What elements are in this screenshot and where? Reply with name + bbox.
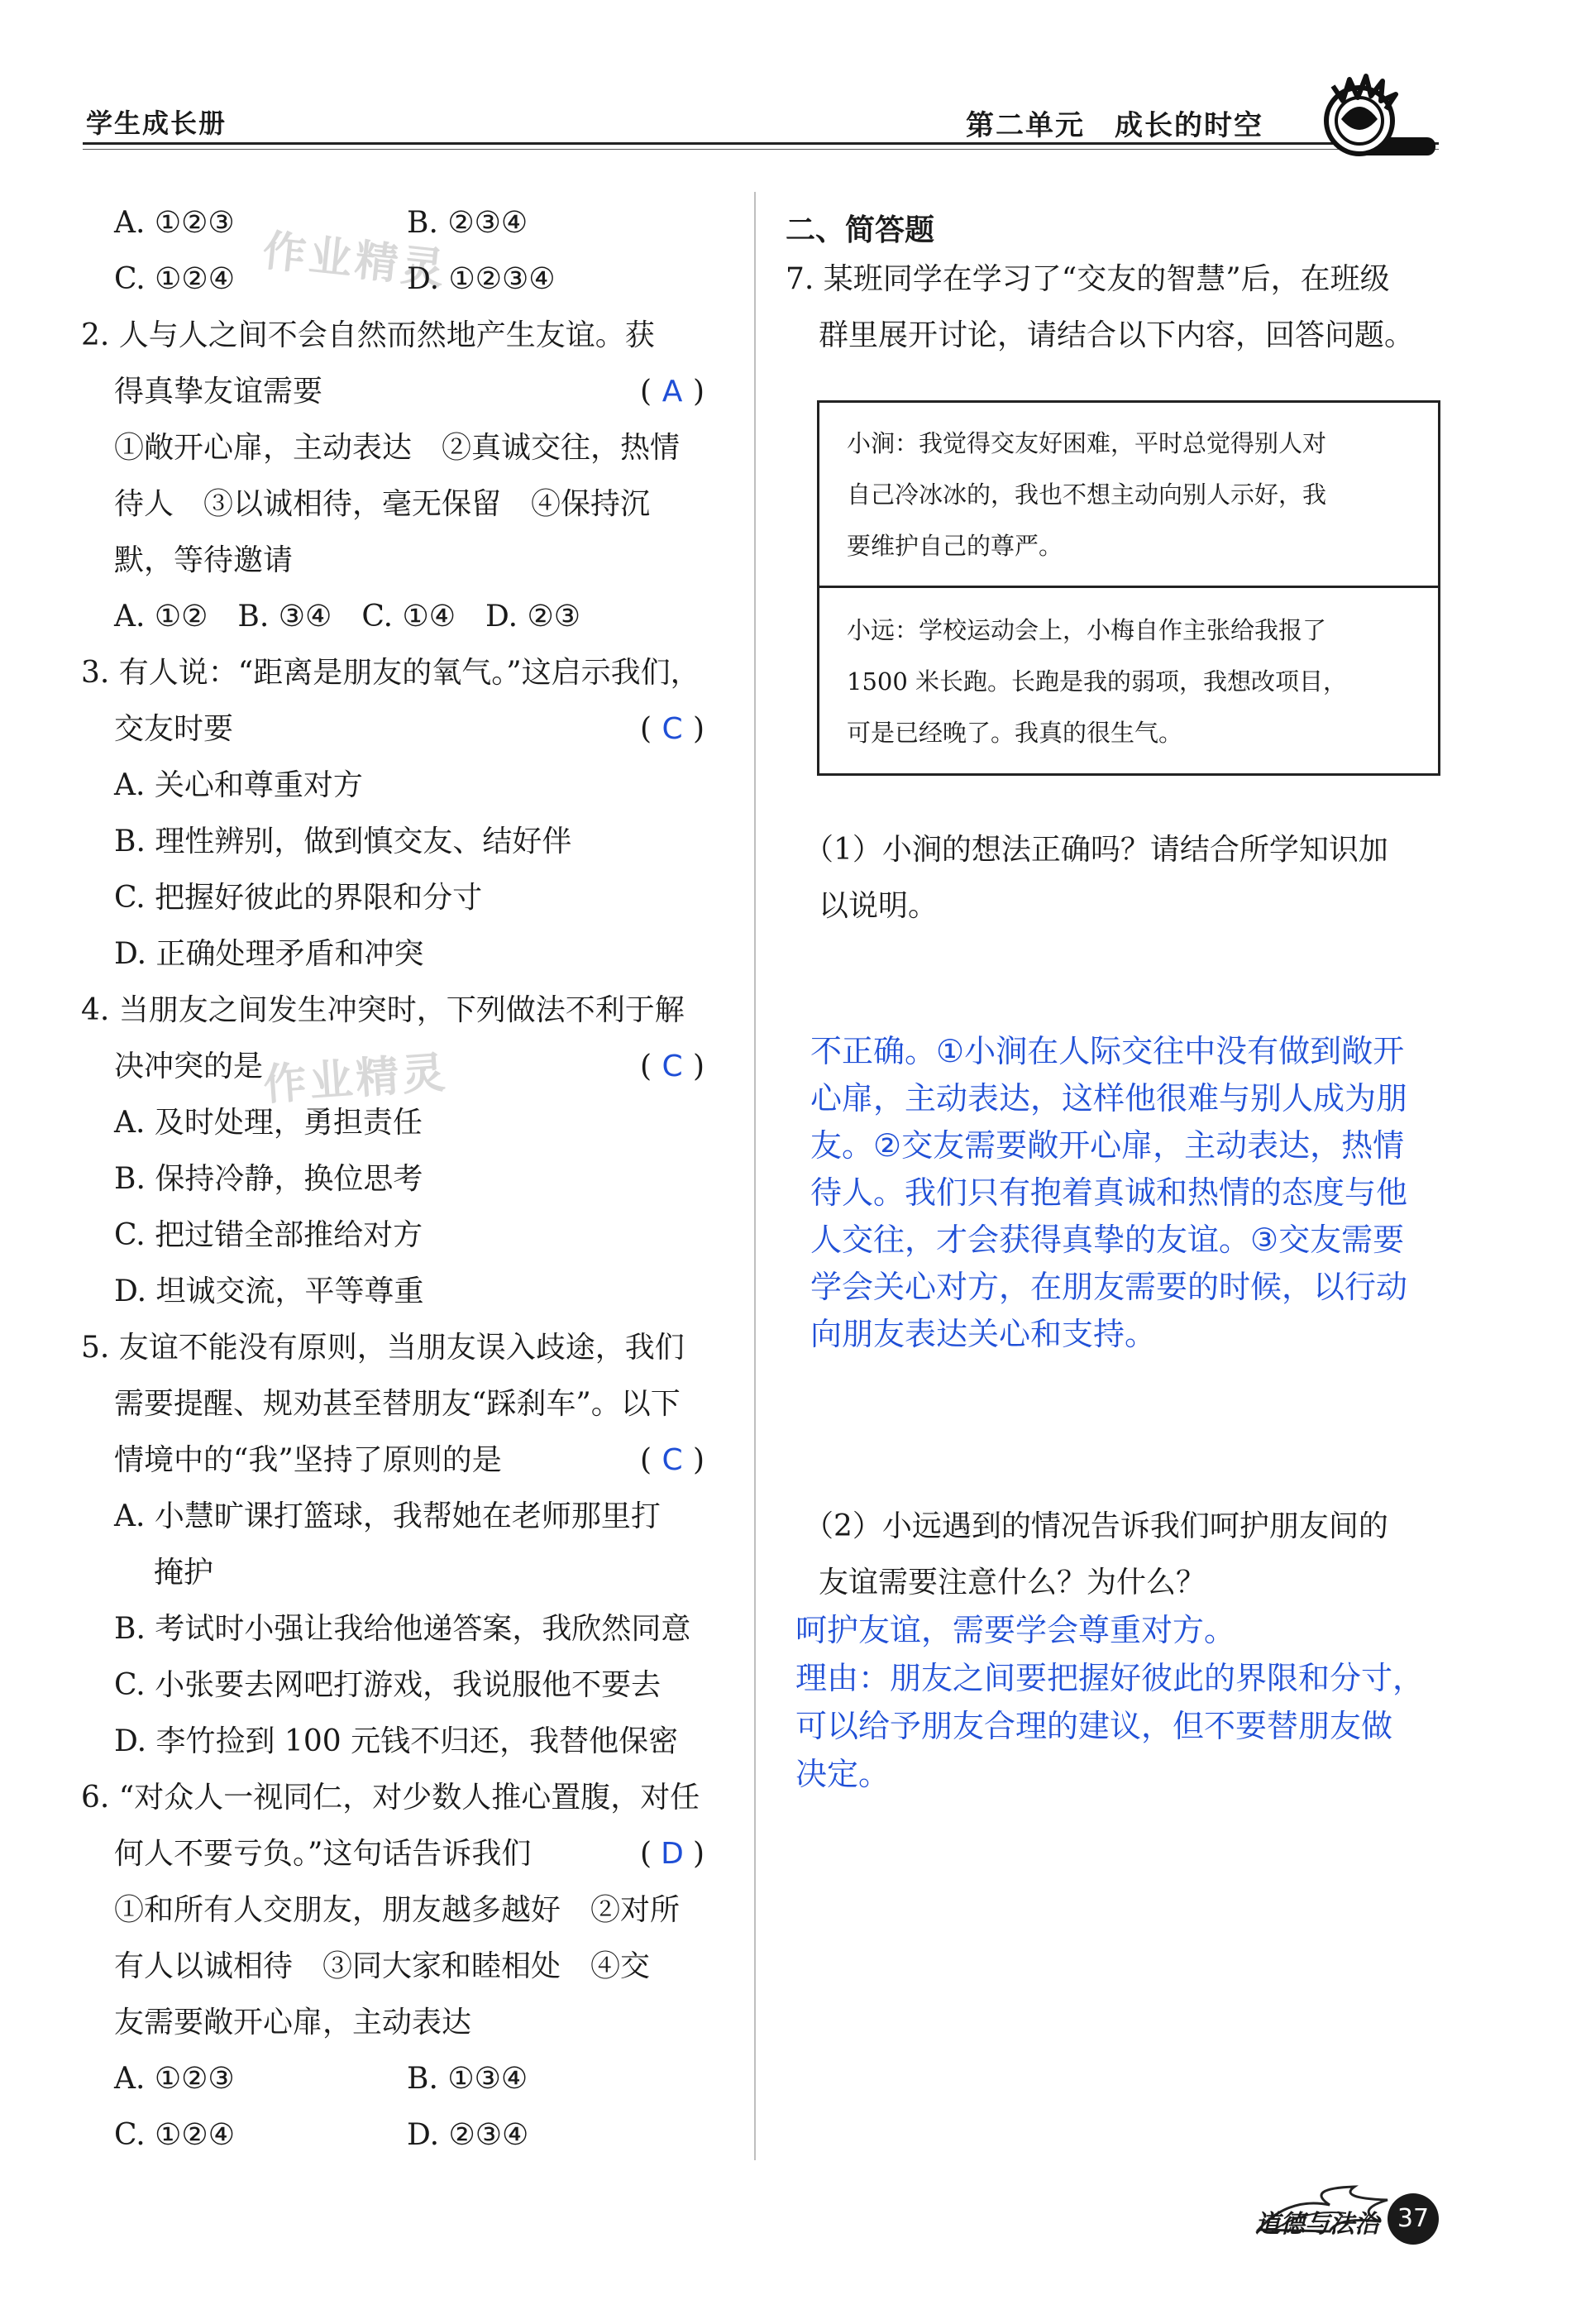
header-rule-thin (83, 149, 1439, 150)
q5-answer-letter: C (662, 1443, 683, 1477)
box-xiaojian-line2: 自己冷冰冰的，我也不想主动向别人示好，我 (847, 481, 1327, 509)
answer1-line1: 不正确。①小涧在人际交往中没有做到敞开 (810, 1033, 1405, 1069)
q2-options: A. ①② B. ③④ C. ①④ D. ②③ (114, 600, 581, 634)
book-title: 学生成长册 (86, 108, 227, 139)
answer2-line1: 呵护友谊，需要学会尊重对方。 (795, 1612, 1236, 1648)
q2-choices-line1: ①敞开心扉，主动表达 ②真诚交往，热情 (114, 431, 681, 465)
q1-option-a: A. ①②③ (114, 206, 235, 240)
unit-label: 第二单元 (966, 109, 1085, 142)
q4-stem-line1: 4. 当朋友之间发生冲突时，下列做法不利于解 (81, 993, 685, 1027)
dragon-emblem-icon (1316, 61, 1402, 160)
unit-title: 成长的时空 (1115, 109, 1263, 142)
answer2-line3: 可以给予朋友合理的建议，但不要替朋友做 (795, 1708, 1393, 1744)
q6-choices-line2: 有人以诚相待 ③同大家和睦相处 ④交 (114, 1949, 651, 1983)
answer1-line6: 学会关心对方，在朋友需要的时候，以行动 (810, 1269, 1408, 1305)
q5-stem-line2: 需要提醒、规劝甚至替朋友“踩刹车”。以下 (114, 1387, 681, 1421)
box-xiaojian-line3: 要维护自己的尊严。 (847, 532, 1063, 560)
dialogue-box-divider (817, 586, 1440, 588)
q3-stem-line1: 3. 有人说：“距离是朋友的氧气。”这启示我们， (81, 656, 700, 690)
q6-choices-line1: ①和所有人交朋友，朋友越多越好 ②对所 (114, 1893, 681, 1927)
q3-answer-letter: C (662, 712, 683, 746)
q3-stem-line2: 交友时要 (114, 712, 234, 746)
q5-option-a-line1: A. 小慧旷课打篮球，我帮她在老师那里打 (114, 1499, 661, 1533)
answer1-line2: 心扉，主动表达，这样他很难与别人成为朋 (810, 1080, 1408, 1117)
q1-option-d: D. ①②③④ (407, 262, 556, 296)
page-number: 37 (1388, 2193, 1439, 2245)
q4-option-c: C. 把过错全部推给对方 (114, 1218, 423, 1252)
header-rule (83, 142, 1439, 145)
q3-option-b: B. 理性辨别，做到慎交友、结好伴 (114, 825, 572, 858)
q6-answer: ( D ) (640, 1837, 705, 1871)
q4-option-d: D. 坦诚交流，平等尊重 (114, 1274, 424, 1308)
q6-option-a: A. ①②③ (114, 2062, 235, 2096)
box-xiaoyuan-line2: 1500 米长跑。长跑是我的弱项，我想改项目， (847, 667, 1348, 696)
q5-option-a-line2: 掩护 (154, 1556, 214, 1590)
q1-option-c: C. ①②④ (114, 262, 235, 296)
q3-option-a: A. 关心和尊重对方 (114, 768, 363, 802)
section-title: 二、简答题 (786, 213, 935, 247)
q5-stem-line1: 5. 友谊不能没有原则，当朋友误入歧途，我们 (81, 1331, 685, 1365)
q6-option-b: B. ①③④ (407, 2062, 528, 2096)
q5-option-d: D. 李竹捡到 100 元钱不归还，我替他保密 (114, 1724, 679, 1758)
q5-option-c: C. 小张要去网吧打游戏，我说服他不要去 (114, 1668, 662, 1702)
q6-stem-line2: 何人不要亏负。”这句话告诉我们 (114, 1837, 532, 1871)
box-xiaoyuan-line1: 小远：学校运动会上，小梅自作主张给我报了 (847, 616, 1327, 644)
box-xiaojian-line1: 小涧：我觉得交友好困难，平时总觉得别人对 (847, 429, 1327, 457)
q6-choices-line3: 友需要敞开心扉，主动表达 (114, 2006, 472, 2039)
q2-choices-line2: 待人 ③以诚相待，毫无保留 ④保持沉 (114, 487, 651, 521)
answer2-line4: 决定。 (795, 1756, 891, 1792)
q6-option-c: C. ①②④ (114, 2118, 235, 2152)
q2-answer-letter: A (662, 375, 683, 409)
q2-stem-line2: 得真挚友谊需要 (114, 375, 323, 409)
q6-option-d: D. ②③④ (407, 2118, 529, 2152)
answer2-line2: 理由：朋友之间要把握好彼此的界限和分寸， (795, 1660, 1425, 1696)
q3-option-d: D. 正确处理矛盾和冲突 (114, 937, 424, 971)
q6-stem-line1: 6. “对众人一视同仁，对少数人推心置腹，对任 (81, 1781, 700, 1815)
q5-stem-line3: 情境中的“我”坚持了原则的是 (114, 1443, 502, 1477)
q3-answer: ( C ) (640, 712, 705, 746)
q7-sub2-line1: （2）小远遇到的情况告诉我们呵护朋友间的 (804, 1509, 1388, 1543)
q5-option-b: B. 考试时小强让我给他递答案，我欣然同意 (114, 1612, 691, 1646)
column-divider (754, 192, 756, 2160)
q7-sub2-line2: 友谊需要注意什么？为什么？ (819, 1566, 1206, 1600)
q2-stem-line1: 2. 人与人之间不会自然而然地产生友谊。获 (81, 318, 655, 352)
q4-option-b: B. 保持冷静，换位思考 (114, 1162, 423, 1196)
answer1-line3: 友。②交友需要敞开心扉，主动表达，热情 (810, 1127, 1405, 1164)
unit-header (966, 103, 1263, 143)
q7-sub1-line1: （1）小涧的想法正确吗？请结合所学知识加 (804, 833, 1388, 867)
q7-sub1-line2: 以说明。 (819, 889, 939, 923)
q2-answer: ( A ) (640, 375, 705, 409)
watermark: 作业精灵 (260, 226, 450, 295)
q4-answer: ( C ) (640, 1050, 705, 1083)
q4-answer-letter: C (662, 1050, 683, 1083)
subject-brand: 道德与法治 (1255, 2210, 1379, 2239)
q3-option-c: C. 把握好彼此的界限和分寸 (114, 881, 483, 915)
q5-answer: ( C ) (640, 1443, 705, 1477)
q6-answer-letter: D (661, 1837, 684, 1871)
q7-stem-line2: 群里展开讨论，请结合以下内容，回答问题。 (819, 318, 1415, 352)
answer1-line5: 人交往，才会获得真挚的友谊。③交友需要 (810, 1222, 1405, 1258)
answer1-line4: 待人。我们只有抱着真诚和热情的态度与他 (810, 1174, 1408, 1211)
q7-stem-line1: 7. 某班同学在学习了“交友的智慧”后，在班级 (786, 262, 1390, 296)
q1-option-b: B. ②③④ (407, 206, 528, 240)
box-xiaoyuan-line3: 可是已经晚了。我真的很生气。 (847, 719, 1183, 747)
q4-stem-line2: 决冲突的是 (114, 1050, 264, 1083)
answer1-line7: 向朋友表达关心和支持。 (810, 1316, 1157, 1352)
watermark: 作业精灵 (261, 1048, 451, 1111)
q4-option-a: A. 及时处理，勇担责任 (114, 1106, 423, 1140)
q2-choices-line3: 默，等待邀请 (114, 543, 294, 577)
